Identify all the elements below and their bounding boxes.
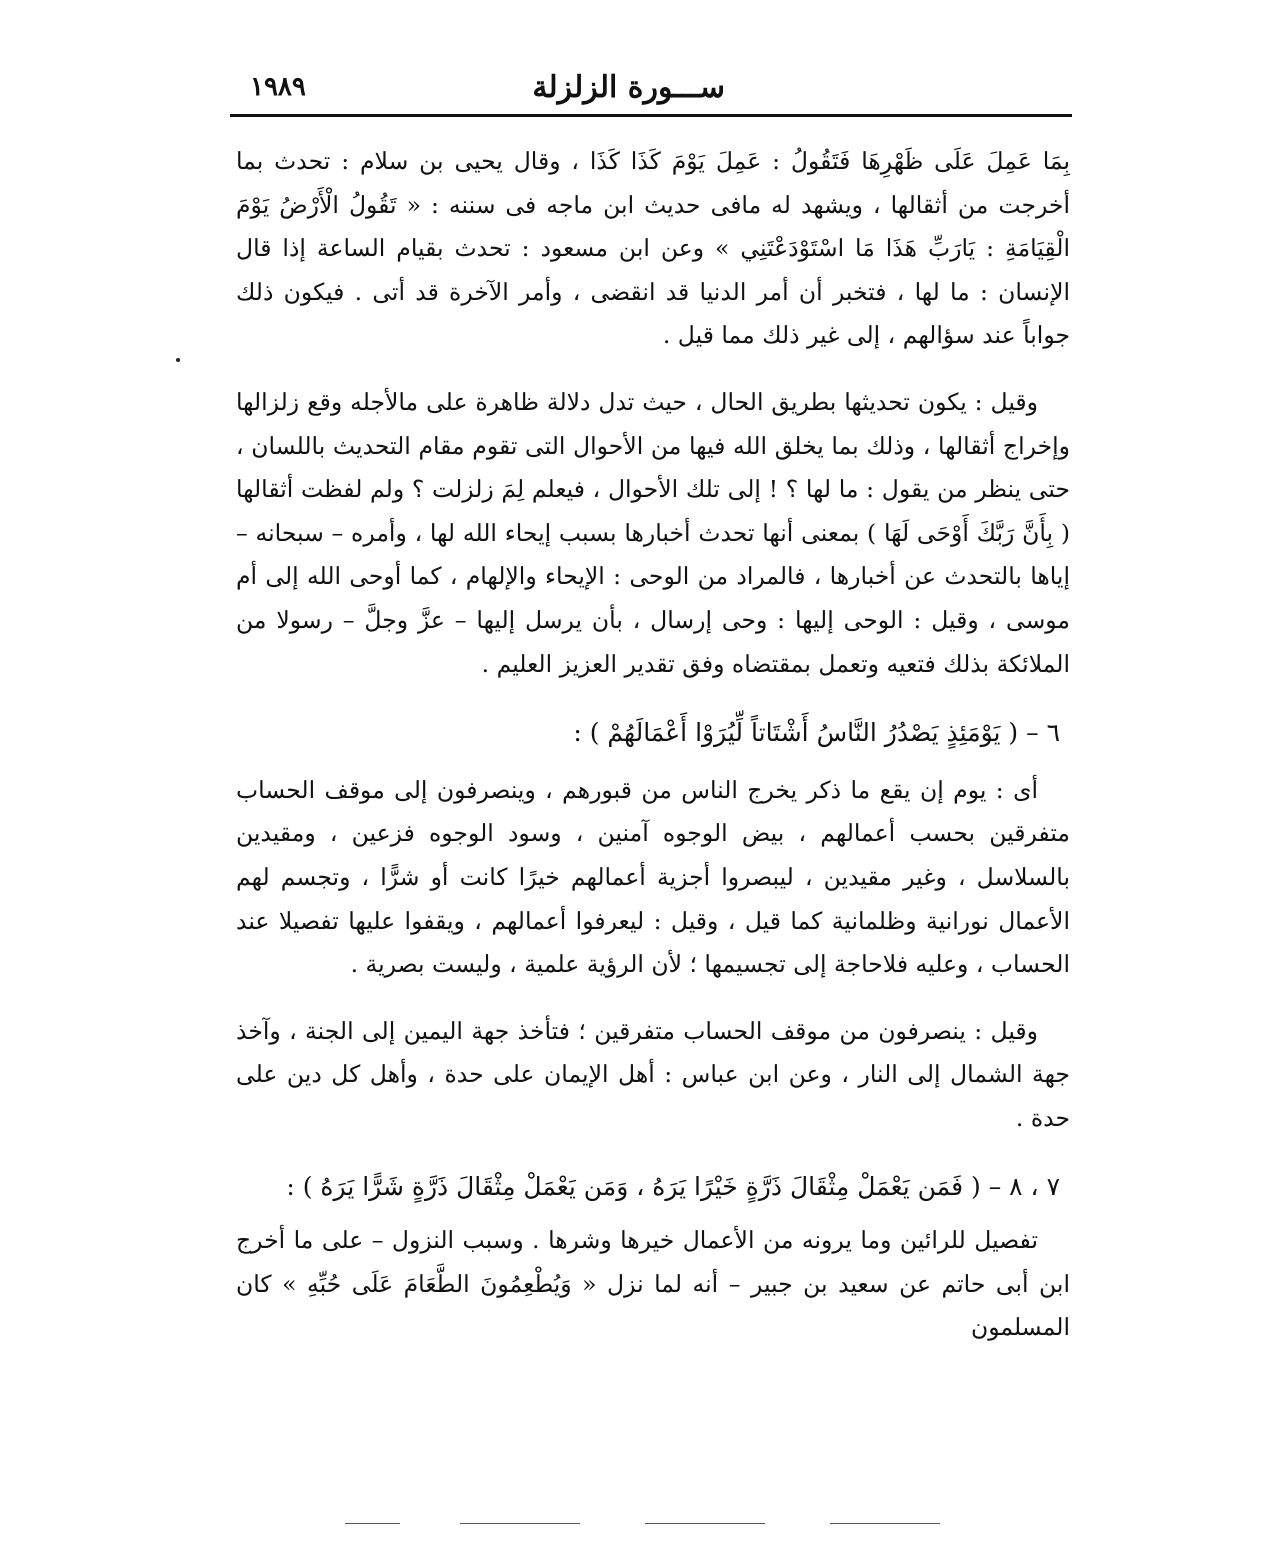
paragraph: أى : يوم إن يقع ما ذكر يخرج الناس من قبورهم ، وينصرفون إلى موقف الحساب متفرقين بحسب أعمالهم ، بيض الوجوه آمنين ، وسود الوجوه فزعين ، ومقيدين بالسلاسل ، وغير مقيدين ، ليبصروا أجزية أعمالهم خيرًا كانت أو شرًّا ، وتجسم لهم الأعمال نورانية وظلمانية كما قيل ، وقيل : ليعرفوا أعمالهم ، ويقفوا عليها تفصيلا عند الحساب ، وعليه فلاحاجة إلى تجسيمها ؛ لأن الرؤية علمية ، وليست بصرية . [236,775,1070,979]
page-number: ١٩٨٩ [250,72,306,102]
paragraph-continuation: بِمَا عَمِلَ عَلَى ظَهْرِهَا فَتَقُولُ : عَمِلَ يَوْمَ كَذَا كَذَا ، وقال يحيى بن سلام : تحدث بما أخرجت من أثقالها ، ويشهد له مافى حديث ابن ماجه فى سننه : « تَقُولُ الْأَرْضُ يَوْمَ الْقِيَامَةِ : يَارَبِّ هَذَا مَا اسْتَوْدَعْتَنِي » وعن ابن مسعود : تحدث بقيام الساعة إذا قال الإنسان : ما لها ، فتخبر أن أمر الدنيا قد انقضى ، وأمر الآخرة قد أتى . فيكون ذلك جواباً عند سؤالهم ، إلى غير ذلك مما قيل . [236,147,1070,350]
paragraph: وقيل : ينصرفون من موقف الحساب متفرقين ؛ فتأخذ جهة اليمين إلى الجنة ، وآخذ جهة الشمال إلى النار ، وعن ابن عباس : أهل الإيمان على حدة ، وأهل كل دين على حدة . [236,1016,1070,1132]
paragraph: وقيل : يكون تحديثها بطريق الحال ، حيث تدل دلالة ظاهرة على مالأجله وقع زلزالها وإخراج أثقالها ، وذلك بما يخلق الله فيها من الأحوال التى تقوم مقام التحديث باللسان ، حتى ينظر من يقول : ما لها ؟ ! إلى تلك الأحوال ، فيعلم لِمَ زلزلت ؟ ولم لفظت أثقالها ( بِأَنَّ رَبَّكَ أَوْحَى لَهَا ) بمعنى أنها تحدث أخبارها بسبب إيحاء الله لها ، وأمره – سبحانه – إياها بالتحدث عن أخبارها ، فالمراد من الوحى : الإيحاء والإلهام ، كما أوحى الله إلى أم موسى ، وقيل : الوحى إليها : وحى إرسال ، بأن يرسل إليها – عزَّ وجلَّ – رسولا من الملائكة بذلك فتعيه وتعمل بمقتضاه وفق تقدير العزيز العليم . [236,387,1070,678]
page-body [236,140,1070,1350]
footer-mark [645,1523,765,1524]
footer-mark [830,1523,940,1524]
footer-rule-marks [345,1523,945,1527]
page-header [230,66,1070,112]
verse-heading: ٦ – ( يَوْمَئِذٍ يَصْدُرُ النَّاسُ أَشْتَاتاً لِّيُرَوْا أَعْمَالَهُمْ ) : [573,718,1060,748]
surah-title: ســـورة الزلزلة [532,70,725,105]
header-divider [230,114,1072,117]
footer-mark [345,1523,400,1524]
footer-mark [460,1523,580,1524]
verse-heading: ٧ ، ٨ – ( فَمَن يَعْمَلْ مِثْقَالَ ذَرَّةٍ خَيْرًا يَرَهُ ، وَمَن يَعْمَلْ مِثْقَالَ ذَرَّةٍ شَرًّا يَرَهُ ) : [286,1172,1060,1202]
margin-dot [176,358,180,362]
paragraph: تفصيل للرائين وما يرونه من الأعمال خيرها وشرها . وسبب النزول – على ما أخرج ابن أبى حاتم عن سعيد بن جبير – أنه لما نزل « وَيُطْعِمُونَ الطَّعَامَ عَلَى حُبِّهِ » كان المسلمون [236,1226,1070,1342]
